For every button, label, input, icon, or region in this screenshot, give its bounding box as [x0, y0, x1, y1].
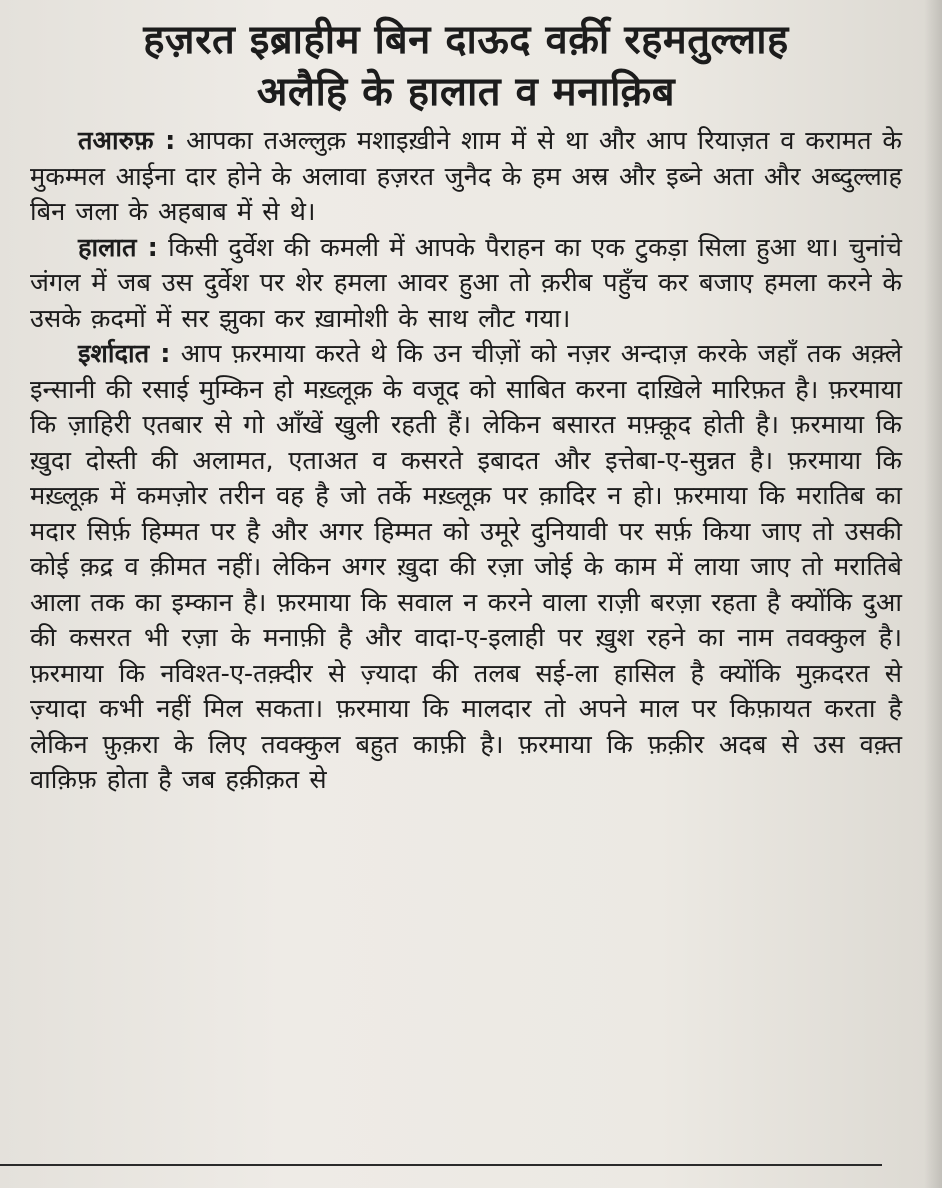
paragraph-circumstances	[30, 231, 902, 338]
section-text-circumstances: किसी दुर्वेश की कमली में आपके पैराहन का एक टुकड़ा सिला हुआ था। चुनांचे जंगल में जब उस दुर्वेश पर शेर हमला आवर हुआ तो क़रीब पहुँच कर बजाए हमला करने के उसके क़दमों में सर झुका कर ख़ामोशी के साथ लौट गया।	[30, 232, 902, 334]
paragraph-introduction	[30, 124, 902, 231]
section-text-sayings: आप फ़रमाया करते थे कि उन चीज़ों को नज़र अन्दाज़ करके जहाँ तक अक़्ले इन्सानी की रसाई मुम्किन हो मख़्लूक़ के वजूद को साबित करना दाख़िले मारिफ़त है। फ़रमाया कि ज़ाहिरी एतबार से गो आँखें खुली रहती हैं। लेकिन बसारत मफ़्क़ूद होती है। फ़रमाया कि ख़ुदा दोस्ती की अलामत, एताअत व कसरते इबादत और इत्तेबा-ए-सुन्नत है। फ़रमाया कि मख़्लूक़ में कमज़ोर तरीन वह है जो तर्के मख़्लूक़ पर क़ादिर न हो। फ़रमाया कि मरातिब का मदार सिर्फ़ हिम्मत पर है और अगर हिम्मत को उमूरे दुनियावी पर सर्फ़ किया जाए तो उसकी कोई क़द्र व क़ीमत नहीं। लेकिन अगर ख़ुदा की रज़ा जोई के काम में लाया जाए तो मरातिबे आला तक का इम्कान है। फ़रमाया कि सवाल न करने वाला राज़ी बरज़ा रहता है क्योंकि दुआ की कसरत भी रज़ा के मनाफ़ी है और वादा-ए-इलाही पर ख़ुश रहने का नाम तवक्कुल है। फ़रमाया कि नविश्त-ए-तक़्दीर से ज़्यादा की तलब सई-ला हासिल है क्योंकि मुक़दरत से ज़्यादा कभी नहीं मिल सकता। फ़रमाया कि मालदार तो अपने माल पर किफ़ायत करता है लेकिन फ़ुक़रा के लिए तवक्कुल बहुत काफ़ी है। फ़रमाया कि फ़क़ीर अदब से उस वक़्त वाक़िफ़ होता है जब हक़ीक़त से	[30, 339, 902, 795]
bottom-rule-divider	[0, 1164, 882, 1166]
paragraph-sayings	[30, 337, 902, 799]
title-line-2: अलैहि के हालात व मनाक़िब	[256, 69, 676, 115]
section-heading-sayings: इर्शादात :	[78, 339, 171, 369]
page-title	[30, 14, 902, 118]
title-line-1: हज़रत इब्राहीम बिन दाऊद वर्क़ी रहमतुल्लाह	[143, 17, 789, 63]
section-heading-introduction: तआरुफ़ :	[78, 126, 176, 156]
page-edge-shadow	[924, 0, 942, 1188]
section-text-introduction: आपका तअल्लुक़ मशाइख़ीने शाम में से था और आप रियाज़त व करामत के मुकम्मल आईना दार होने के अलावा हज़रत जुनैद के हम अस्र और इब्ने अता और अब्दुल्लाह बिन जला के अहबाब में से थे।	[30, 126, 902, 227]
section-heading-circumstances: हालात :	[78, 232, 158, 263]
